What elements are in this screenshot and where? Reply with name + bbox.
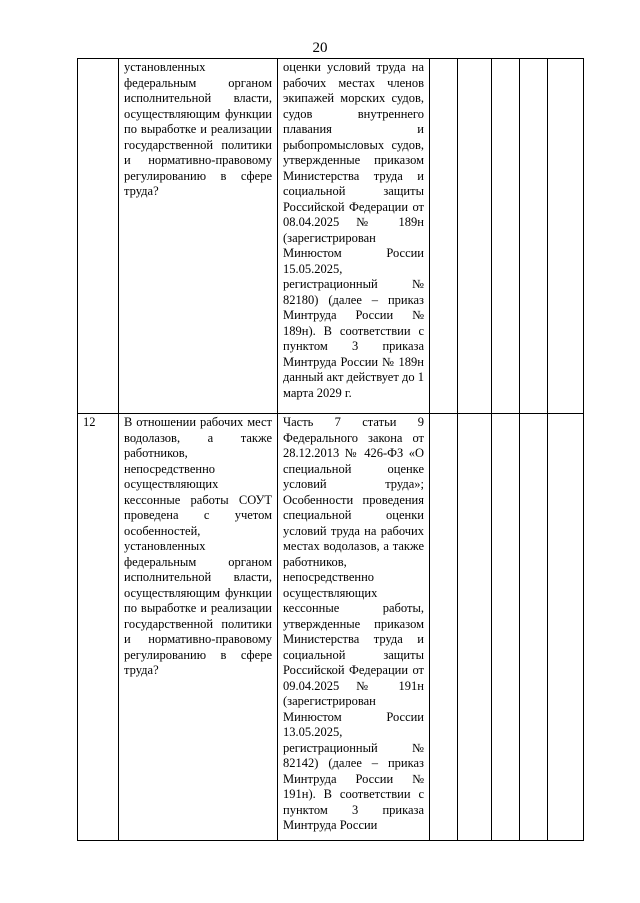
answer-not-applicable-cell [492,414,520,841]
row-number-cell [78,59,119,414]
legal-basis-cell: Часть 7 статьи 9 Федерального закона от 28.12.2013 № 426-ФЗ «О специальной оценке условий труда»; Особенности проведения специальной оценки условий труда на рабочих местах водолазов, а также работников, непосредственно осуществляющих кессонные работы, утвержденные приказом Министерства труда и социальной защиты Российской Федерации от 09.04.2025 № 191н (зарегистрирован Минюстом России 13.05.2025, регистрационный № 82142) (далее – приказ Минтруда России № 191н). В соответствии с пунктом 3 приказа Минтруда России [278,414,430,841]
table-row [78,59,584,414]
answer-extra-cell [520,414,548,841]
checklist-table [77,58,584,841]
answer-extra-cell [520,59,548,414]
requirement-cell: установленных федеральным органом исполнительной власти, осуществляющим функции по выработке и реализации государственной политики и нормативно-правовому регулированию в сфере труда? [119,59,278,414]
answer-no-cell [458,59,492,414]
note-cell [548,414,584,841]
row-number-cell: 12 [78,414,119,841]
requirement-cell: В отношении рабочих мест водолазов, а также работников, непосредственно осуществляющих кессонные работы СОУТ проведена с учетом особенностей, установленных федеральным органом исполнительной власти, осуществляющим функции по выработке и реализации государственной политики и нормативно-правовому регулированию в сфере труда? [119,414,278,841]
answer-no-cell [458,414,492,841]
answer-not-applicable-cell [492,59,520,414]
answer-yes-cell [430,414,458,841]
answer-yes-cell [430,59,458,414]
page-number: 20 [312,40,328,56]
note-cell [548,59,584,414]
table-row [78,414,584,841]
legal-basis-cell: оценки условий труда на рабочих местах членов экипажей морских судов, судов внутреннего плавания и рыбопромысловых судов, утвержденные приказом Министерства труда и социальной защиты Российской Федерации от 08.04.2025 № 189н (зарегистрирован Минюстом России 15.05.2025, регистрационный № 82180) (далее – приказ Минтруда России № 189н). В соответствии с пунктом 3 приказа Минтруда России № 189н данный акт действует до 1 марта 2029 г. [278,59,430,414]
